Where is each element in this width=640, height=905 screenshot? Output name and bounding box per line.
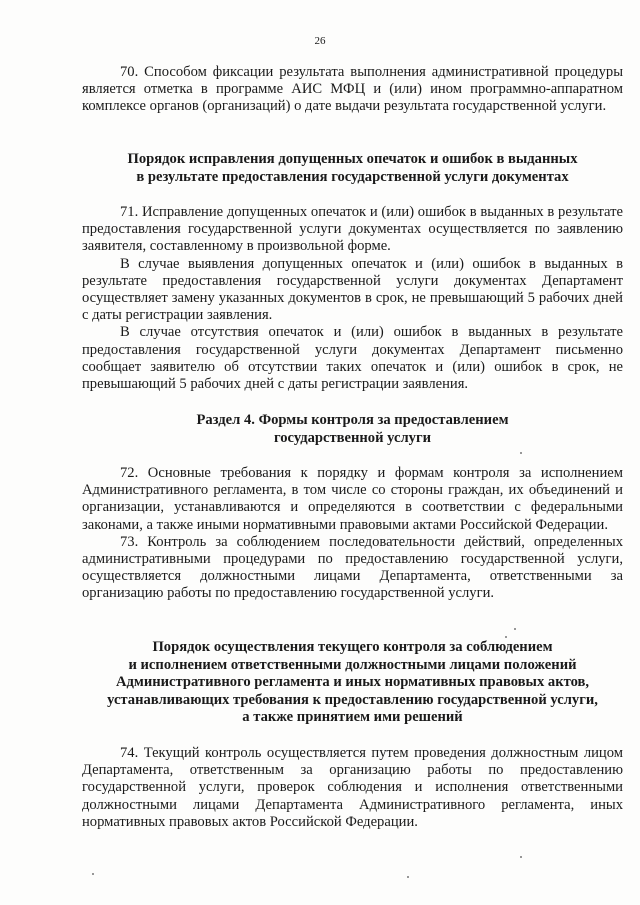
heading-line: Порядок исправления допущенных опечаток и ошибок в выданных (127, 151, 578, 167)
paragraph-72-73-block (82, 465, 623, 603)
heading-section-4 (82, 412, 623, 447)
heading-line: Административного регламента и иных нормативных правовых актов, (115, 674, 590, 690)
paragraph-text: 74. Текущий контроль осуществляется путем проведения должностным лицом Департамента, ответственным за организацию работы по предоставлению государственной услуги, проверок соблюдения и исполнения ответственными должностными лицами Департамента Административного регламента, иных нормативных правовых актов Российской Федерации. (82, 745, 623, 830)
paragraph-text: В случае отсутствия опечаток и (или) ошибок в выданных в результате предоставления государственной услуги документах Департамент письменно сообщает заявителю об отсутствии таких опечаток и (или) ошибок в срок, не превышающий 5 рабочих дней с даты регистрации заявления. (82, 324, 623, 393)
heading-current-control (82, 639, 623, 727)
scan-speck (514, 628, 516, 630)
paragraph-71-block (82, 204, 623, 393)
paragraph-text: 70. Способом фиксации результата выполнения административной процедуры является отметка в программе АИС МФЦ и (или) ином программно-аппаратном комплексе органов (организаций) о дате выдачи результата государственной услуги. (82, 64, 623, 115)
heading-line: а также принятием ими решений (242, 709, 463, 725)
paragraph-70 (82, 64, 623, 116)
heading-line: и исполнением ответственными должностными лицами положений (128, 656, 577, 673)
scan-speck (92, 873, 94, 875)
scan-speck (520, 452, 522, 454)
paragraph-text: 73. Контроль за соблюдением последовательности действий, определенных административными процедурами по предоставлению государственной услуги, осуществляется должностными лицами Департамента, ответственными за организацию работы по предоставлению государственной услуги. (82, 533, 623, 602)
paragraph-74 (82, 745, 623, 831)
paragraph-text: 72. Основные требования к порядку и формам контроля за исполнением Административного регламента, в том числе со стороны граждан, их объединений и организации, устанавливаются и определяются в соответствии с федеральными законами, а также иными нормативными правовыми актами Российской Федерации. (82, 465, 623, 533)
heading-line: государственной услуги (273, 429, 432, 446)
heading-error-correction (82, 151, 623, 186)
paragraph-text: В случае выявления допущенных опечаток и (или) ошибок в выданных в результате предоставления государственной услуги документах Департамент осуществляет замену указанных документов в срок, не превышающий 5 рабочих дней с даты регистрации заявления. (82, 255, 623, 324)
heading-line: Раздел 4. Формы контроля за предоставлением (196, 412, 509, 428)
scan-speck (520, 856, 522, 858)
page-number: 26 (314, 35, 326, 47)
heading-line: Порядок осуществления текущего контроля за соблюдением (152, 639, 553, 655)
paragraph-text: 71. Исправление допущенных опечаток и (или) ошибок в выданных в результате предоставления государственной услуги документах осуществляется по заявлению заявителя, составленному в произвольной форме. (82, 204, 623, 255)
heading-line: в результате предоставления государственной услуги документах (136, 168, 569, 185)
heading-line: устанавливающих требования к предоставлению государственной услуги, (107, 691, 598, 708)
scan-speck (407, 876, 409, 878)
scan-speck (505, 636, 507, 638)
